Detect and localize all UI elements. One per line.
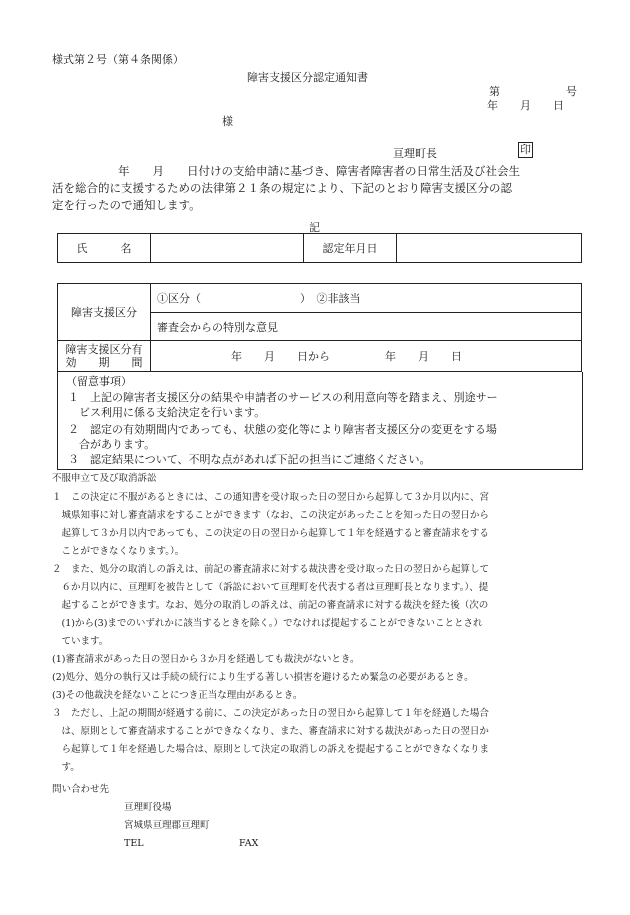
appeal-line-4: ことができなくなります。）。: [52, 546, 185, 557]
appeal-line-12: ら起算して１年を経過した場合は、原則として決定の取消しの訴えを提起することができなくなりま: [52, 744, 490, 755]
name-value-cell: [151, 234, 304, 263]
review-board-opinion: 審査会からの特別な意見: [151, 313, 582, 341]
document-number-line: 第 号: [489, 85, 577, 98]
addressee-suffix: 様: [222, 115, 233, 128]
issuer-name: 亘理町長: [393, 147, 437, 160]
note-item-1: １ 上記の障害者支援区分の結果や申請者のサービスの利用意向等を踏まえ、別途サー: [68, 391, 498, 404]
appeal-line-6: ６か月以内に、亘理町を被告として（訴訟において亘理町を代表する者は亘理町長となります。）、提: [52, 582, 489, 593]
seal-mark: 印: [520, 143, 531, 156]
appeal-line-3: 起算して３か月以内であっても、この決定の日の翌日から起算して１年を経過すると審査請求をする: [52, 528, 489, 539]
category-label: 障害支援区分: [58, 284, 151, 341]
appeal-line-7: 起することができます。なお、処分の取消しの訴えは、前記の審査請求に対する裁決を経た後（次の: [52, 600, 489, 611]
intro-line-3: 定を行ったので通知します。: [52, 198, 201, 212]
document-title: 障害支援区分認定通知書: [247, 71, 368, 84]
form-number: 様式第２号（第４条関係）: [52, 53, 184, 66]
appeal-line-10: ３ ただし、上記の期間が経過する前に、この決定があった日の翌日から起算して１年を経過した場合: [52, 708, 489, 719]
contact-tel: TEL: [124, 838, 144, 849]
validity-label-line-2: 効 期 間: [65, 356, 143, 369]
intro-line-1: 年 月 日付けの支給申請に基づき、障害者障害者の日常生活及び社会生: [118, 164, 521, 178]
appeal-line-9: ています。: [52, 636, 109, 647]
cert-date-label: 認定年月日: [304, 234, 397, 263]
appeal-line-13: す。: [52, 762, 80, 773]
appeal-line-11: は、原則として審査請求することができなくなり、また、審査請求に対する裁決があった日の翌日か: [52, 726, 489, 737]
category-options: ①区分（ ） ②非該当: [151, 284, 582, 313]
appeal-sub-2: (2)処分、処分の執行又は手続の続行により生ずる著しい損害を避けるため緊急の必要があるとき。: [52, 672, 474, 683]
note-item-1-cont: ビス利用に係る支給決定を行います。: [68, 406, 266, 419]
notes-heading: （留意事項）: [66, 375, 132, 388]
ki-mark: 記: [309, 221, 320, 234]
appeal-sub-3: (3)その他裁決を経ないことにつき正当な理由があるとき。: [52, 690, 303, 701]
name-table: [57, 233, 582, 263]
contact-office: 亘理町役場: [124, 802, 172, 813]
contact-heading: 問い合わせ先: [52, 784, 110, 795]
validity-period: 年 月 日から 年 月 日: [151, 341, 582, 372]
contact-fax: FAX: [239, 838, 259, 849]
appeal-line-1: １ この決定に不服があるときには、この通知書を受け取った日の翌日から起算して３か月以内に、宮: [52, 492, 490, 503]
validity-label-line-1: 障害支援区分有: [65, 343, 143, 356]
note-item-2: ２ 認定の有効期間内であっても、状態の変化等により障害者支援区分の変更をする場: [68, 423, 497, 436]
cert-date-value-cell: [397, 234, 582, 263]
contact-address: 宮城県亘理郡亘理町: [124, 820, 210, 831]
appeal-line-2: 城県知事に対し審査請求をすることができます（なお、この決定があったことを知った日の翌日から: [52, 510, 489, 521]
appeal-line-8: (1)から(3)までのいずれかに該当するときを除く。）でなければ提起することができないこととされ: [52, 618, 483, 629]
name-label: 氏 名: [58, 234, 151, 263]
validity-label: [58, 341, 151, 372]
category-table: [57, 283, 582, 372]
intro-line-2: 活を総合的に支援するための法律第２１条の規定により、下記のとおり障害支援区分の認: [52, 181, 512, 195]
document-date-line: 年 月 日: [487, 99, 564, 112]
appeal-sub-1: (1)審査請求があった日の翌日から３か月を経過しても裁決がないとき。: [52, 654, 360, 665]
note-item-3: ３ 認定結果について、不明な点があれば下記の担当にご連絡ください。: [68, 453, 431, 466]
note-item-2-cont: 合があります。: [68, 438, 156, 451]
appeal-heading: 不服申立て及び取消訴訟: [52, 473, 157, 484]
notes-box: [57, 372, 583, 470]
appeal-line-5: ２ また、処分の取消しの訴えは、前記の審査請求に対する裁決書を受け取った日の翌日から起算して: [52, 564, 490, 575]
